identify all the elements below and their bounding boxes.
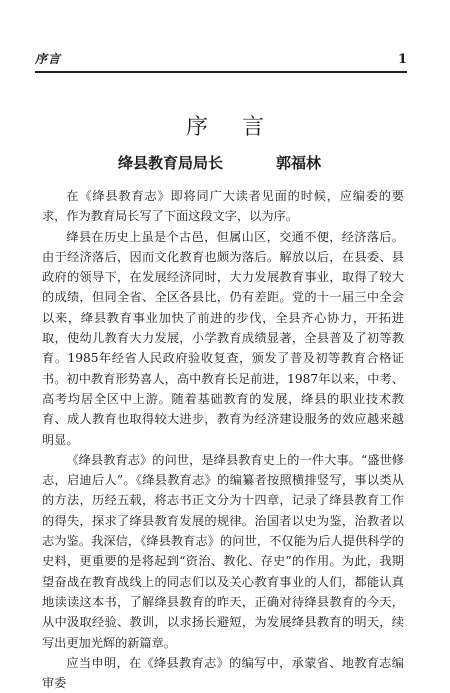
paragraph-significance: 《绛县教育志》的问世，是绛县教育史上的一件大事。“盛世修志，启迪后人”。《绛县教育志》的编纂者按照横排竖写，事以类从的方法，历经五载，将志书正文分为十四章，记录了绛县教育工作的得失，探求了绛县教育发展的规律。治国者以史为鉴，治教者以志为鉴。我深信，《绛县教育志》的问世，不仅能为后人提供科学的史料，更重要的是将起到“资治、教化、存史”的作用。为此，我期望奋战在教育战线上的同志们以及关心教育事业的人们，都能认真地读读这本书，了解绛县教育的昨天，正确对待绛县教育的今天，从中汲取经验、教训，以求扬长避短，为发展绛县教育的明天，续写出更加光辉的新篇章。 <box>42 452 404 650</box>
author-role: 绛县教育局局长 <box>118 154 224 172</box>
section-name: 序言 <box>35 52 62 66</box>
running-header <box>35 45 407 73</box>
author-name: 郭福林 <box>276 154 322 172</box>
paragraph-statement: 应当申明，在《绛县教育志》的编写中，承蒙省、地教育志编审委 <box>42 655 404 691</box>
page-number: 1 <box>397 52 407 67</box>
body-text <box>42 186 404 693</box>
paragraph-history: 绛县在历史上虽是个古邑，但属山区，交通不便，经济落后。由于经济落后，因而文化教育也颇为落后。解放以后，在县委、县政府的领导下，在发展经济同时，大力发展教育事业，取得了较大的成绩，但同全省、全区各县比，仍有差距。党的十一届三中全会以来，绛县教育事业加快了前进的步伐，全县齐心协力，开拓进取，使幼儿教育大力发展，小学教育成绩显著，全县普及了初等教育。1985年经省人民政府验收复查，颁发了普及初等教育合格证书。初中教育形势喜人，高中教育长足前进，1987年以来，中考、高考均居全区中上游。随着基础教育的发展，绛县的职业技术教育、成人教育也取得较大进步，教育为经济建设服务的效应越来越明显。 <box>42 229 404 447</box>
page-title: 序言 <box>185 115 298 140</box>
paragraph-intro: 在《绛县教育志》即将同广大读者见面的时候，应编委的要求，作为教育局长写了下面这段文字，以为序。 <box>42 189 404 224</box>
